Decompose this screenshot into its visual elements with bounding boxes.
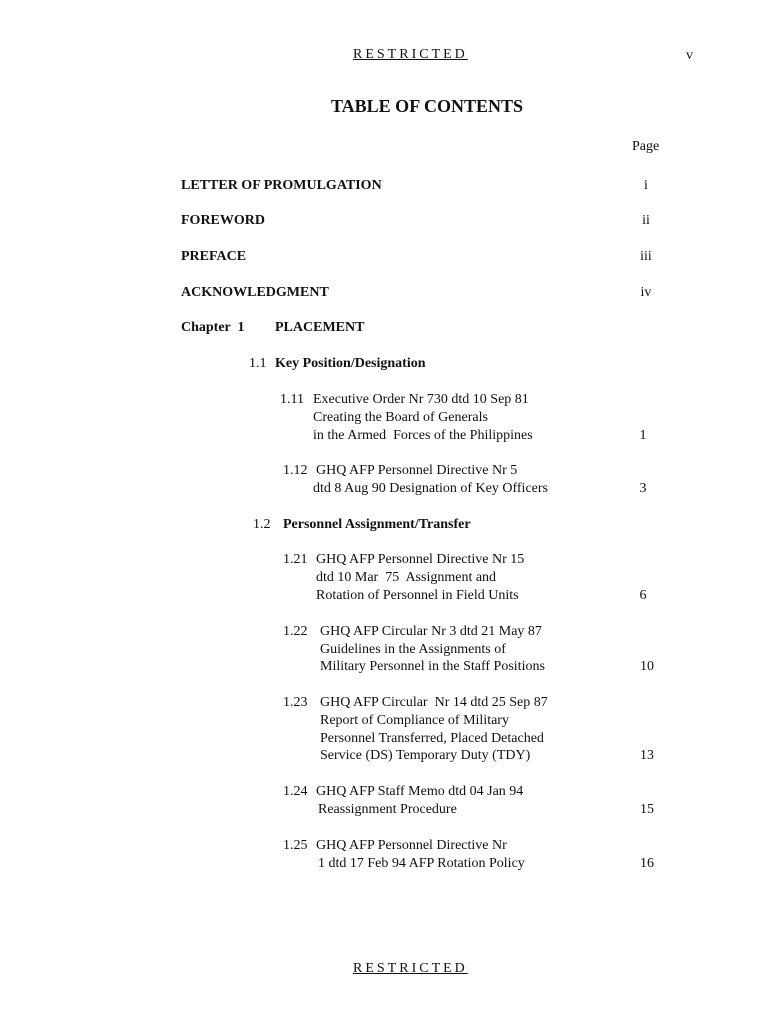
entry-number: 1.22 xyxy=(283,624,308,639)
entry-number: 1.21 xyxy=(283,552,308,567)
entry-line: Guidelines in the Assignments of xyxy=(320,642,506,657)
entry-line: dtd 8 Aug 90 Designation of Key Officers xyxy=(313,481,548,496)
entry-line: GHQ AFP Personnel Directive Nr 5 xyxy=(316,463,518,478)
entry-line: Executive Order Nr 730 dtd 10 Sep 81 xyxy=(313,392,529,407)
entry-page: 6 xyxy=(639,588,647,603)
header-page-number: v xyxy=(686,48,693,63)
entry-page: 16 xyxy=(640,856,654,871)
section-number: 1.2 xyxy=(253,517,271,532)
page-title: TABLE OF CONTENTS xyxy=(331,96,524,116)
entry-line: GHQ AFP Staff Memo dtd 04 Jan 94 xyxy=(316,784,524,799)
entry-line: Reassignment Procedure xyxy=(318,802,457,817)
page-column-label: Page xyxy=(632,139,660,154)
toc-entry-preface: PREFACE xyxy=(181,249,247,264)
footer-classification: RESTRICTED xyxy=(353,961,468,976)
chapter-number: Chapter 1 xyxy=(181,320,245,335)
entry-line: dtd 10 Mar 75 Assignment and xyxy=(316,570,497,585)
entry-line: Personnel Transferred, Placed Detached xyxy=(320,731,544,746)
chapter-title: PLACEMENT xyxy=(275,320,365,335)
entry-line: GHQ AFP Personnel Directive Nr 15 xyxy=(316,552,525,567)
toc-entry-acknowledgment: ACKNOWLEDGMENT xyxy=(181,285,329,300)
toc-page-acknowledgment: iv xyxy=(640,285,652,300)
entry-number: 1.23 xyxy=(283,695,308,710)
entry-page: 1 xyxy=(639,428,647,443)
toc-page-foreword: ii xyxy=(642,213,650,228)
toc-entry-foreword: FOREWORD xyxy=(181,213,265,228)
entry-number: 1.11 xyxy=(280,392,304,407)
entry-line: Report of Compliance of Military xyxy=(320,713,509,728)
toc-page-preface: iii xyxy=(640,249,652,264)
entry-number: 1.24 xyxy=(283,784,308,799)
entry-line: Service (DS) Temporary Duty (TDY) xyxy=(320,748,531,763)
section-title: Personnel Assignment/Transfer xyxy=(283,517,471,532)
toc-page-letter-of-promulgation: i xyxy=(644,178,648,193)
entry-number: 1.25 xyxy=(283,838,308,853)
entry-line: 1 dtd 17 Feb 94 AFP Rotation Policy xyxy=(318,856,525,871)
header-classification: RESTRICTED xyxy=(353,47,468,62)
section-title: Key Position/Designation xyxy=(275,356,426,371)
entry-line: GHQ AFP Circular Nr 14 dtd 25 Sep 87 xyxy=(320,695,548,710)
entry-page: 10 xyxy=(640,659,654,674)
entry-line: Military Personnel in the Staff Positions xyxy=(320,659,545,674)
entry-page: 13 xyxy=(640,748,654,763)
entry-line: in the Armed Forces of the Philippines xyxy=(313,428,533,443)
entry-line: GHQ AFP Circular Nr 3 dtd 21 May 87 xyxy=(320,624,542,639)
entry-line: Creating the Board of Generals xyxy=(313,410,488,425)
entry-page: 3 xyxy=(639,481,647,496)
entry-line: GHQ AFP Personnel Directive Nr xyxy=(316,838,507,853)
entry-number: 1.12 xyxy=(283,463,308,478)
entry-line: Rotation of Personnel in Field Units xyxy=(316,588,519,603)
section-number: 1.1 xyxy=(249,356,267,371)
entry-page: 15 xyxy=(640,802,654,817)
toc-entry-letter-of-promulgation: LETTER OF PROMULGATION xyxy=(181,178,382,193)
